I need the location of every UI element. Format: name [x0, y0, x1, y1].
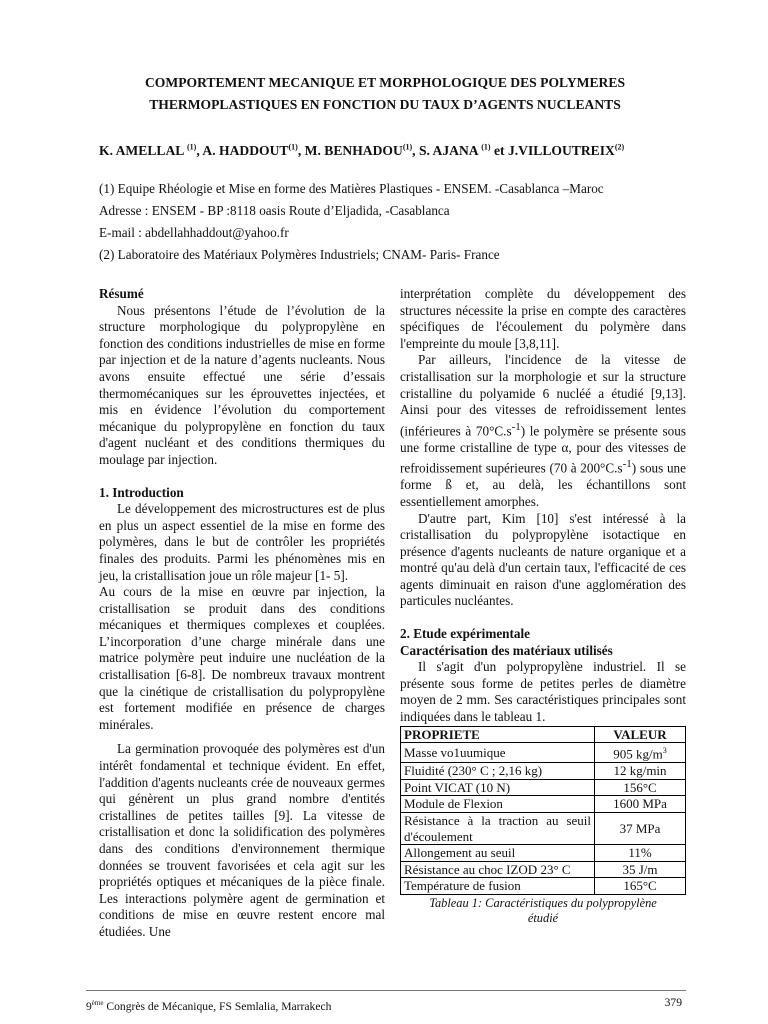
table-row — [401, 845, 686, 862]
caption-line: étudié — [527, 910, 559, 925]
paragraph: Le développement des microstructures est de plus en plus un aspect essentiel de la mise en forme des polymères, dans le but de contrôler les propriétés finales des produits. Parmi les phénomènes mis en jeu, la cristallisation joue un rôle majeur [1- 5]. — [99, 501, 385, 583]
table-row — [401, 878, 686, 895]
table-row — [401, 743, 686, 763]
value-cell: 1600 MPa — [595, 796, 686, 813]
paper-title — [95, 72, 675, 116]
table-row — [401, 796, 686, 813]
author-1: K. AMELLAL $^{(1)}$, — [99, 142, 203, 158]
paragraph: Au cours de la mise en œuvre par injection, la cristallisation se produit dans des conditions mécaniques et thermiques complexes et couplées. L’incorporation d’une charge minérale dans une matrice polymère peut induire une nucléation de la cristallisation [6-8]. De nombreux travaux montrent que la cinétique de cristallisation du polypropylène est fortement modifiée en présence de charges minérales. — [99, 584, 385, 732]
right-column — [400, 286, 686, 926]
property-cell: Point VICAT (10 N) — [401, 779, 595, 796]
table-header-row — [401, 726, 686, 743]
property-cell: Résistance au choc IZOD 23° C — [401, 861, 595, 878]
abstract-heading: Résumé — [99, 286, 144, 301]
property-cell: Fluidité (230° C ; 2,16 kg) — [401, 763, 595, 780]
section-heading: 2. Etude expérimentale — [400, 626, 531, 642]
table-row — [401, 812, 686, 844]
property-cell: Module de Flexion — [401, 796, 595, 813]
subsection-heading: Caractérisation des matériaux utilisés — [400, 642, 613, 658]
property-cell: Température de fusion — [401, 878, 595, 895]
value-cell: 156°C — [595, 779, 686, 796]
title-line-1: COMPORTEMENT MECANIQUE ET MORPHOLOGIQUE DES POLYMERES — [144, 75, 625, 90]
property-cell: Masse vo1uumique — [401, 743, 595, 763]
conference-name: 9ème Congrès de Mécanique, FS Semlalia, Marrakech — [86, 999, 332, 1013]
value-cell: 905 $kg/m^3$ — [595, 743, 686, 763]
author-5: J.VILLOUTREIX$^{(2)}$ — [507, 142, 625, 158]
property-cell: Allongement au seuil — [401, 845, 595, 862]
footer-divider — [86, 990, 686, 991]
author-3: M. BENHADOU$^{(1)}$, — [304, 142, 419, 158]
table-row — [401, 861, 686, 878]
paragraph: Il s'agit d'un polypropylène industriel. Il se présente sous forme de petites perles de diamètre moyen de 2 mm. Ses caractéristiques principales sont indiquées dans le tableau 1. — [400, 659, 686, 725]
table-row — [401, 763, 686, 780]
table-row — [401, 779, 686, 796]
author-4: S. AJANA $^{(1)}$ et — [418, 142, 508, 158]
introduction-heading: 1. Introduction — [99, 484, 184, 500]
value-cell: 37 MPa — [595, 812, 686, 844]
value-cell: 11% — [595, 845, 686, 862]
value-cell: 165°C — [595, 878, 686, 895]
superscript: -1 — [622, 458, 632, 471]
properties-table — [400, 726, 686, 895]
paragraph: interprétation complète du développement des structures nécessite la prise en compte des caractères spécifiques de l'écoulement du polymère dans l'empreinte du moule [3,8,11]. — [400, 286, 686, 351]
property-cell: Résistance à la traction au seuil d'écoulement — [401, 812, 595, 844]
author-list — [99, 139, 699, 159]
affiliation-line: (2) Laboratoire des Matériaux Polymères Industriels; CNAM- Paris- France — [99, 247, 500, 262]
paragraph: D'autre part, Kim [10] s'est intéressé à la cristallisation du polypropylène isotactique en présence d'agents nucleants de nature organique et a montré qu'au delà d'un certain taux, l'efficacité de ces agents diminuait en raison d'une agglomération des particules nucléantes. — [400, 510, 686, 609]
column-header: PROPRIETE — [401, 726, 595, 743]
affiliations — [99, 178, 699, 266]
caption-line: Tableau 1: Caractéristiques du polypropylène — [429, 895, 657, 910]
email-line: E-mail : abdellahhaddout@yahoo.fr — [99, 225, 289, 240]
column-header: VALEUR — [595, 726, 686, 743]
table-caption — [400, 896, 686, 926]
title-line-2: THERMOPLASTIQUES EN FONCTION DU TAUX D’AGENTS NUCLEANTS — [149, 97, 621, 112]
value-cell: 12 kg/min — [595, 763, 686, 780]
author-2: A. HADDOUT$^{(1)}$, — [202, 142, 305, 158]
abstract-text: Nous présentons l’étude de l’évolution de la structure morphologique du polypropylène en fonction des conditions industrielles de mise en forme par injection et de la nature d’agents nucleants. Nous avons ensuite effectué une série d’essais thermomécaniques sur les éprouvettes injectées, et mis en évidence l’évolution du comportement mécanique du polypropylène en fonction du taux d'agent nucléant et des conditions thermiques du moulage par injection. — [99, 302, 385, 467]
paragraph: La germination provoquée des polymères est d'un intérêt fondamental et technique évident. En effet, l'addition d'agents nucleants crée de nouveaux germes qui génèrent un plus grand nombre d'entités cristallines de petites tailles [9]. La vitesse de cristallisation et donc la solidification des polymères dans des conditions d'environnement thermique données se trouvent favorisées et cela agit sur les propriétés optiques et mécaniques de la pièce finale. Les interactions polymère agent de germination et conditions de mise en œuvre restent encore mal étudiées. Une — [99, 741, 385, 939]
affiliation-line: (1) Equipe Rhéologie et Mise en forme des Matières Plastiques - ENSEM. -Casablanca –Maroc — [99, 181, 604, 196]
value-cell: 35 J/m — [595, 861, 686, 878]
left-column — [99, 286, 385, 941]
paragraph: Par ailleurs, l'incidence de la vitesse de cristallisation sur la morphologie et sur la structure cristalline du polyamide 6 nucléé a étudié [9,13]. Ainsi pour des vitesses de refroidissement lentes (inférieures à $70^\circ C.s^{-1}$) le polymère se présente sous une forme cristalline de type α, pour des vitesses de refroidissement supérieures (70 à $200^\circ C.s^{-1}$) sous une forme ß et, au delà, les échantillons sont essentiellement amorphes. — [400, 352, 686, 509]
superscript: -1 — [511, 420, 521, 433]
address-line: Adresse : ENSEM - BP :8118 oasis Route d’Eljadida, -Casablanca — [99, 203, 450, 218]
page-number: 379 — [664, 996, 682, 1009]
